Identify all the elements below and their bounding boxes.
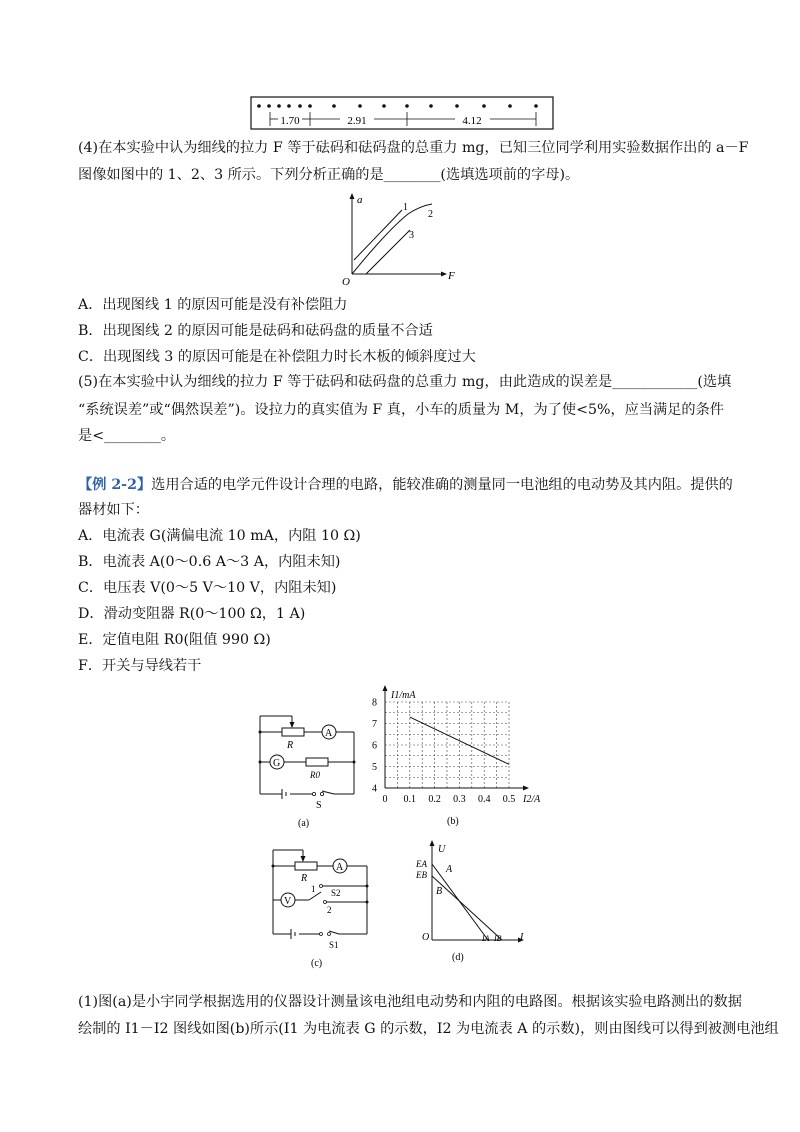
fig-d-caption: (d): [452, 952, 464, 963]
fig-c-label-1: 1: [311, 884, 316, 894]
fig-c-label-v: V: [284, 896, 292, 907]
origin-label: O: [342, 276, 350, 288]
y-axis-arrow: [383, 685, 388, 691]
q5-line-1: (5)在本实验中认为细线的拉力 F 等于砝码和砝码盘的总重力 mg，由此造成的误差是____________(选填: [78, 374, 732, 390]
fig-d-label-ia: IA: [482, 934, 490, 943]
paper-tape-figure: [250, 96, 554, 130]
fig-a-label-g: G: [273, 758, 281, 769]
q4-option-a: A．出现图线 1 的原因可能是没有补偿阻力: [78, 297, 348, 313]
curve-1-label: 1: [403, 202, 408, 213]
circuit-figure-c: [265, 842, 380, 972]
fig-a-label-r0: R0: [310, 770, 320, 780]
fig-c-label-2: 2: [327, 905, 332, 915]
a-f-graph: [336, 190, 466, 290]
equipment-d: D．滑动变阻器 R(0～100 Ω，1 A): [78, 606, 306, 622]
fig-d-label-line-b: B: [436, 886, 443, 897]
q1-line-1: (1)图(a)是小宇同学根据选用的仪器设计测量该电池组电动势和内阻的电路图。根据该实验电路测出的数据: [78, 994, 742, 1010]
chart-x-label: I2/A: [523, 794, 541, 805]
y-tick-label: 4: [372, 783, 377, 795]
u-i-graph: [412, 836, 532, 970]
x-tick-label: 0: [382, 794, 388, 805]
fig-d-label-i: I: [520, 932, 524, 943]
fig-c-label-s2: S2: [331, 888, 341, 898]
fig-b-caption: (b): [447, 816, 459, 827]
a-axis-label: a: [357, 194, 363, 206]
example-tag: 【例 2-2】: [78, 477, 152, 493]
fig-c-label-a: A: [336, 862, 344, 873]
y-tick-label: 5: [372, 762, 377, 773]
y-tick-label: 8: [372, 697, 377, 709]
fig-d-label-ea: EA: [416, 859, 427, 869]
chart-grid: [385, 702, 509, 788]
q4-option-b: B．出现图线 2 的原因可能是砝码和砝码盘的质量不合适: [78, 323, 433, 339]
tape-segment-1: 1.70: [280, 115, 300, 127]
curve-3-label: 3: [409, 230, 414, 241]
q4-line-1: (4)在本实验中认为细线的拉力 F 等于砝码和砝码盘的总重力 mg，已知三位同学利用实验数据作出的 a－F: [78, 140, 749, 156]
x-tick-label: 0.4: [477, 794, 491, 805]
example-line-1: [78, 475, 733, 495]
fig-d-label-line-a: A: [446, 864, 453, 875]
example-line-2: 器材如下：: [78, 502, 149, 518]
chart-ticks: [372, 698, 515, 806]
i1-i2-chart: [355, 682, 555, 830]
q4-line-2: 图像如图中的 1、2、3 所示。下列分析正确的是________(选填选项前的字母)。: [78, 167, 580, 183]
q1-line-2: 绘制的 I1－I2 图线如图(b)所示(I1 为电流表 G 的示数，I2 为电流表 A 的示数)，则由图线可以得到被测电池组: [78, 1021, 779, 1037]
tape-segment-3: 4.12: [462, 115, 482, 127]
fig-a-label-a: A: [325, 728, 333, 739]
fig-a-caption: (a): [298, 818, 310, 828]
y-tick-label: 6: [372, 740, 377, 752]
x-axis-arrow: [523, 786, 529, 791]
chart-series: [410, 717, 509, 764]
equipment-f: F．开关与导线若干: [78, 658, 202, 674]
series-line: [410, 717, 509, 764]
q4-option-c: C．出现图线 3 的原因可能是在补偿阻力时长木板的倾斜度过大: [78, 349, 476, 365]
x-tick-label: 0.5: [502, 794, 516, 805]
chart-y-label: I1/mA: [391, 690, 416, 701]
fig-d-label-eb: EB: [416, 870, 427, 880]
fig-c-label-r: R: [301, 873, 308, 884]
fig-a-label-r: R: [287, 740, 294, 751]
fig-d-label-ib: IB: [494, 934, 502, 943]
fig-c-caption: (c): [311, 958, 323, 969]
q5-line-2: “系统误差”或“偶然误差”)。设拉力的真实值为 F 真，小车的质量为 M，为了使<5%，应当满足的条件: [78, 402, 724, 418]
q5-line-3: 是<________。: [78, 428, 176, 444]
fig-d-label-o: O: [422, 932, 430, 943]
x-tick-label: 0.2: [428, 794, 441, 805]
x-tick-label: 0.3: [453, 794, 466, 805]
tape-segment-2: 2.91: [347, 115, 367, 127]
equipment-b: B．电流表 A(0～0.6 A～3 A，内阻未知): [78, 554, 341, 570]
fig-a-label-s: S: [316, 800, 322, 811]
equipment-a: A．电流表 G(满偏电流 10 mA，内阻 10 Ω): [78, 528, 361, 544]
equipment-c: C．电压表 V(0～5 V～10 V，内阻未知): [78, 580, 337, 596]
f-axis-label: F: [448, 270, 455, 282]
fig-d-label-u: U: [438, 844, 446, 855]
x-tick-label: 0.1: [403, 794, 417, 805]
y-tick-label: 7: [372, 719, 377, 730]
circuit-figure-a: [250, 708, 370, 828]
fig-c-label-s1: S1: [329, 940, 339, 950]
example-intro: 选用合适的电学元件设计合理的电路，能较准确的测量同一电池组的电动势及其内阻。提供的: [151, 477, 733, 493]
curve-2-label: 2: [428, 209, 433, 220]
equipment-e: E．定值电阻 R0(阻值 990 Ω): [78, 632, 271, 648]
